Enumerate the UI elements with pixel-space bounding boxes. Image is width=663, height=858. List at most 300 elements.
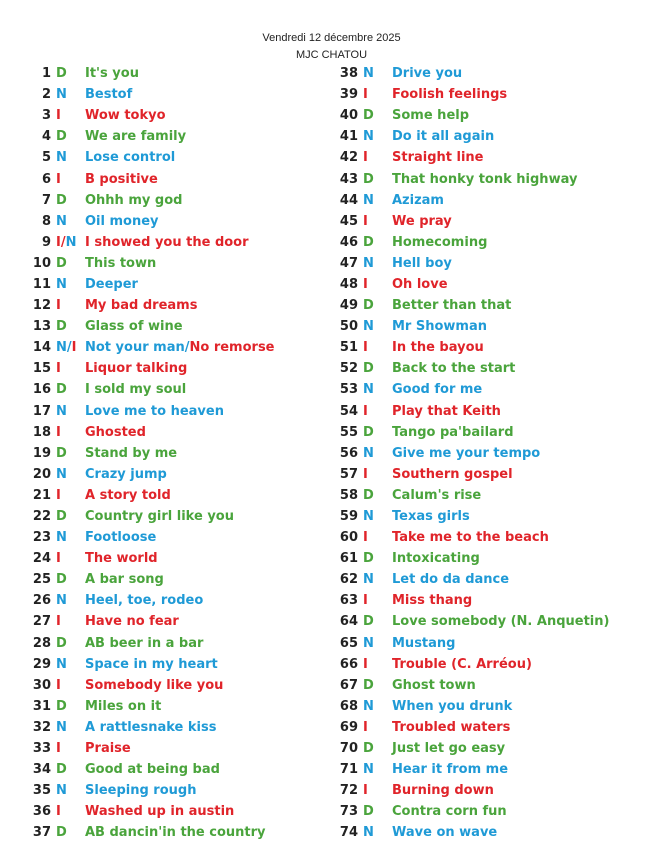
text-segment: A bar song	[85, 572, 164, 588]
song-row	[26, 274, 275, 295]
text-segment: Have no fear	[85, 614, 179, 630]
text-segment: I	[56, 804, 61, 820]
song-row	[333, 443, 609, 464]
text-segment: D	[56, 255, 67, 271]
song-row	[26, 822, 275, 843]
song-number: 56	[339, 445, 358, 461]
song-number: 44	[339, 192, 358, 208]
song-title	[83, 277, 138, 292]
song-row	[26, 63, 275, 84]
song-number: 20	[32, 466, 51, 482]
song-row	[26, 443, 275, 464]
text-segment: I	[56, 677, 61, 693]
song-title	[390, 193, 444, 208]
date-heading: Vendredi 12 décembre 2025	[262, 32, 401, 44]
song-row	[26, 147, 275, 168]
text-segment: I showed you the door	[85, 234, 249, 250]
song-row	[26, 548, 275, 569]
song-number: 17	[32, 403, 51, 419]
song-number: 49	[339, 298, 358, 314]
song-number: 74	[339, 825, 358, 841]
song-number: 72	[339, 783, 358, 799]
song-number: 63	[339, 593, 358, 609]
song-row	[26, 801, 275, 822]
text-segment: I	[363, 530, 368, 546]
text-segment: Oil money	[85, 213, 159, 229]
text-segment: D	[363, 424, 374, 440]
level-code	[51, 235, 83, 250]
song-row	[333, 253, 609, 274]
level-code	[358, 551, 390, 566]
song-title	[83, 87, 132, 102]
song-number: 45	[339, 213, 358, 229]
text-segment: D	[363, 234, 374, 250]
level-code	[358, 87, 390, 102]
song-row	[26, 168, 275, 189]
song-title	[83, 256, 156, 271]
text-segment: D	[363, 551, 374, 567]
song-number: 41	[339, 129, 358, 145]
venue-heading: MJC CHATOU	[295, 49, 368, 61]
song-row	[333, 274, 609, 295]
song-number: 27	[32, 614, 51, 630]
text-segment: AB beer in a bar	[85, 635, 204, 651]
song-number: 18	[32, 424, 51, 440]
text-segment: Crazy jump	[85, 466, 167, 482]
song-row	[26, 633, 275, 654]
text-segment: Oh love	[392, 276, 448, 292]
text-segment: N/	[56, 340, 72, 356]
text-segment: Somebody like you	[85, 677, 224, 693]
text-segment: N	[363, 382, 374, 398]
song-row	[26, 590, 275, 611]
song-row	[26, 295, 275, 316]
text-segment: I	[363, 276, 368, 292]
text-segment: Praise	[85, 741, 131, 757]
song-title	[390, 277, 448, 292]
song-title	[83, 741, 131, 756]
song-row	[333, 696, 609, 717]
song-list-left	[26, 63, 275, 843]
level-code	[358, 678, 390, 693]
song-number: 70	[339, 741, 358, 757]
text-segment: That honky tonk highway	[392, 171, 578, 187]
song-title	[390, 593, 472, 608]
song-row	[333, 548, 609, 569]
song-number: 1	[41, 66, 51, 82]
song-number: 40	[339, 108, 358, 124]
song-title	[83, 636, 203, 651]
text-segment: When you drunk	[392, 698, 513, 714]
song-title	[83, 467, 167, 482]
text-segment: N	[363, 192, 374, 208]
text-segment: N	[363, 762, 374, 778]
song-title	[83, 108, 166, 123]
song-row	[26, 780, 275, 801]
text-segment: D	[363, 741, 374, 757]
song-title	[390, 636, 455, 651]
song-number: 13	[32, 319, 51, 335]
song-number: 30	[32, 677, 51, 693]
song-row	[333, 147, 609, 168]
level-code	[358, 361, 390, 376]
song-number: 59	[339, 509, 358, 525]
text-segment: Ghost town	[392, 677, 476, 693]
song-number: 23	[32, 530, 51, 546]
text-segment: N	[65, 234, 77, 250]
level-code	[51, 699, 83, 714]
song-number: 10	[32, 255, 51, 271]
level-code	[51, 129, 83, 144]
song-number: 19	[32, 445, 51, 461]
text-segment: D	[363, 804, 374, 820]
level-code	[51, 741, 83, 756]
level-code	[51, 340, 83, 355]
level-code	[358, 804, 390, 819]
song-row	[333, 84, 609, 105]
text-segment: B positive	[85, 171, 158, 187]
level-code	[51, 825, 83, 840]
text-segment: D	[56, 572, 67, 588]
level-code	[51, 108, 83, 123]
text-segment: Space in my heart	[85, 656, 218, 672]
song-title	[83, 446, 177, 461]
song-row	[333, 485, 609, 506]
song-number: 12	[32, 298, 51, 314]
level-code	[358, 129, 390, 144]
text-segment: Bestof	[85, 87, 133, 103]
text-segment: N	[363, 66, 374, 82]
song-title	[390, 361, 515, 376]
text-segment: We are family	[85, 129, 187, 145]
song-number: 50	[339, 319, 358, 335]
song-row	[26, 527, 275, 548]
text-segment: I	[71, 340, 77, 356]
song-number: 37	[32, 825, 51, 841]
text-segment: Love me to heaven	[85, 403, 224, 419]
text-segment: D	[363, 677, 374, 693]
song-row	[333, 295, 609, 316]
song-number: 48	[339, 276, 358, 292]
text-segment: The world	[85, 551, 158, 567]
song-number: 39	[339, 87, 358, 103]
song-row	[26, 464, 275, 485]
song-number: 57	[339, 466, 358, 482]
text-segment: Not your man/	[85, 340, 190, 356]
text-segment: Lose control	[85, 150, 176, 166]
song-title	[83, 129, 186, 144]
song-title	[390, 530, 549, 545]
level-code	[51, 66, 83, 81]
text-segment: I	[363, 719, 368, 735]
text-segment: Contra corn fun	[392, 804, 507, 820]
song-number: 68	[339, 698, 358, 714]
song-row	[333, 527, 609, 548]
song-title	[83, 319, 183, 334]
song-title	[390, 509, 470, 524]
song-row	[26, 105, 275, 126]
text-segment: Just let go easy	[392, 741, 506, 757]
song-row	[333, 126, 609, 147]
text-segment: Miss thang	[392, 593, 473, 609]
song-number: 8	[41, 213, 51, 229]
song-row	[333, 759, 609, 780]
level-code	[358, 256, 390, 271]
text-segment: I	[363, 466, 368, 482]
song-title	[390, 340, 484, 355]
level-code	[358, 319, 390, 334]
level-code	[51, 150, 83, 165]
song-number: 35	[32, 783, 51, 799]
song-row	[333, 63, 609, 84]
song-title	[83, 66, 139, 81]
song-row	[26, 232, 275, 253]
song-title	[390, 108, 469, 123]
text-segment: D	[363, 171, 374, 187]
song-row	[333, 190, 609, 211]
text-segment: I	[56, 108, 61, 124]
text-segment: N	[56, 276, 67, 292]
song-number: 51	[339, 340, 358, 356]
text-segment: N	[363, 255, 374, 271]
song-row	[333, 232, 609, 253]
text-segment: Burning down	[392, 783, 494, 799]
level-code	[51, 446, 83, 461]
text-segment: Intoxicating	[392, 551, 480, 567]
level-code	[51, 572, 83, 587]
song-title	[83, 509, 234, 524]
song-row	[26, 738, 275, 759]
song-row	[26, 337, 275, 358]
level-code	[51, 551, 83, 566]
song-row	[333, 717, 609, 738]
text-segment: We pray	[392, 213, 452, 229]
text-segment: Deeper	[85, 276, 138, 292]
song-number: 67	[339, 677, 358, 693]
level-code	[51, 87, 83, 102]
song-title	[83, 762, 220, 777]
song-row	[333, 801, 609, 822]
song-list-right	[333, 63, 609, 843]
song-number: 22	[32, 509, 51, 525]
song-title	[83, 657, 218, 672]
text-segment: Azizam	[392, 192, 444, 208]
song-title	[390, 150, 484, 165]
text-segment: I	[363, 213, 368, 229]
song-title	[83, 172, 158, 187]
level-code	[51, 593, 83, 608]
song-title	[390, 825, 497, 840]
level-code	[51, 277, 83, 292]
text-segment: Ohhh my god	[85, 192, 183, 208]
text-segment: Good for me	[392, 382, 483, 398]
song-row	[26, 253, 275, 274]
song-title	[390, 129, 494, 144]
song-title	[390, 762, 508, 777]
text-segment: AB dancin'in the country	[85, 825, 266, 841]
text-segment: Hear it from me	[392, 762, 509, 778]
song-row	[26, 485, 275, 506]
song-title	[390, 804, 507, 819]
text-segment: I	[363, 656, 368, 672]
level-code	[358, 636, 390, 651]
song-number: 32	[32, 719, 51, 735]
song-row	[333, 401, 609, 422]
song-number: 36	[32, 804, 51, 820]
text-segment: I	[56, 741, 61, 757]
text-segment: Footloose	[85, 530, 157, 546]
song-title	[83, 214, 159, 229]
level-code	[51, 720, 83, 735]
song-row	[333, 358, 609, 379]
song-row	[333, 675, 609, 696]
song-number: 71	[339, 762, 358, 778]
song-title	[83, 825, 266, 840]
level-code	[358, 488, 390, 503]
level-code	[358, 404, 390, 419]
song-row	[26, 358, 275, 379]
text-segment: D	[363, 361, 374, 377]
text-segment: N	[363, 509, 374, 525]
text-segment: I/	[56, 234, 66, 250]
text-segment: Let do da dance	[392, 572, 510, 588]
song-number: 24	[32, 551, 51, 567]
text-segment: Sleeping rough	[85, 783, 197, 799]
level-code	[358, 66, 390, 81]
text-segment: Better than that	[392, 298, 512, 314]
text-segment: D	[56, 319, 67, 335]
text-segment: N	[363, 635, 374, 651]
text-segment: I sold my soul	[85, 382, 187, 398]
song-number: 3	[41, 108, 51, 124]
song-row	[26, 190, 275, 211]
level-code	[51, 783, 83, 798]
song-number: 61	[339, 551, 358, 567]
text-segment: Take me to the beach	[392, 530, 549, 546]
song-number: 33	[32, 741, 51, 757]
song-row	[26, 696, 275, 717]
level-code	[51, 319, 83, 334]
song-title	[390, 783, 494, 798]
song-number: 60	[339, 530, 358, 546]
text-segment: I	[56, 614, 61, 630]
text-segment: N	[363, 698, 374, 714]
song-title	[390, 551, 480, 566]
level-code	[51, 509, 83, 524]
text-segment: Mr Showman	[392, 319, 488, 335]
text-segment: Play that Keith	[392, 403, 501, 419]
song-row	[26, 126, 275, 147]
song-row	[26, 759, 275, 780]
text-segment: Troubled waters	[392, 719, 511, 735]
level-code	[51, 636, 83, 651]
song-number: 16	[32, 382, 51, 398]
text-segment: I	[363, 87, 368, 103]
song-title	[83, 361, 187, 376]
text-segment: Heel, toe, rodeo	[85, 593, 204, 609]
song-title	[83, 404, 224, 419]
song-title	[83, 678, 223, 693]
text-segment: Some help	[392, 108, 470, 124]
level-code	[358, 277, 390, 292]
song-number: 31	[32, 698, 51, 714]
song-title	[390, 614, 609, 629]
song-title	[390, 425, 514, 440]
text-segment: N	[56, 719, 67, 735]
text-segment: Ghosted	[85, 424, 146, 440]
text-segment: N	[56, 656, 67, 672]
song-row	[333, 590, 609, 611]
level-code	[51, 172, 83, 187]
song-title	[83, 699, 161, 714]
song-title	[83, 235, 249, 250]
text-segment: D	[56, 698, 67, 714]
level-code	[358, 657, 390, 672]
text-segment: N	[363, 319, 374, 335]
song-row	[333, 168, 609, 189]
level-code	[358, 699, 390, 714]
text-segment: I	[363, 150, 368, 166]
song-title	[390, 572, 509, 587]
song-title	[83, 593, 203, 608]
song-number: 66	[339, 656, 358, 672]
text-segment: I	[363, 340, 368, 356]
text-segment: N	[363, 129, 374, 145]
level-code	[51, 614, 83, 629]
text-segment: I	[56, 424, 61, 440]
text-segment: D	[56, 445, 67, 461]
song-title	[83, 425, 146, 440]
level-code	[358, 467, 390, 482]
song-title	[390, 678, 476, 693]
text-segment: Homecoming	[392, 234, 488, 250]
text-segment: Washed up in austin	[85, 804, 235, 820]
song-row	[333, 211, 609, 232]
song-row	[333, 654, 609, 675]
level-code	[358, 720, 390, 735]
text-segment: I	[363, 403, 368, 419]
song-row	[333, 422, 609, 443]
song-title	[390, 720, 510, 735]
level-code	[358, 593, 390, 608]
level-code	[358, 340, 390, 355]
text-segment: Good at being bad	[85, 762, 220, 778]
song-title	[390, 382, 482, 397]
text-segment: D	[363, 108, 374, 124]
song-row	[26, 654, 275, 675]
level-code	[51, 530, 83, 545]
song-row	[333, 738, 609, 759]
level-code	[358, 825, 390, 840]
level-code	[51, 467, 83, 482]
text-segment: Hell boy	[392, 255, 452, 271]
song-row	[26, 717, 275, 738]
song-title	[390, 214, 452, 229]
text-segment: Drive you	[392, 66, 463, 82]
level-code	[51, 193, 83, 208]
song-row	[333, 105, 609, 126]
level-code	[51, 214, 83, 229]
text-segment: Give me your tempo	[392, 445, 541, 461]
song-number: 46	[339, 234, 358, 250]
text-segment: I	[363, 593, 368, 609]
level-code	[358, 214, 390, 229]
song-row	[26, 316, 275, 337]
text-segment: I	[56, 551, 61, 567]
song-row	[26, 422, 275, 443]
song-title	[83, 804, 234, 819]
song-number: 64	[339, 614, 358, 630]
